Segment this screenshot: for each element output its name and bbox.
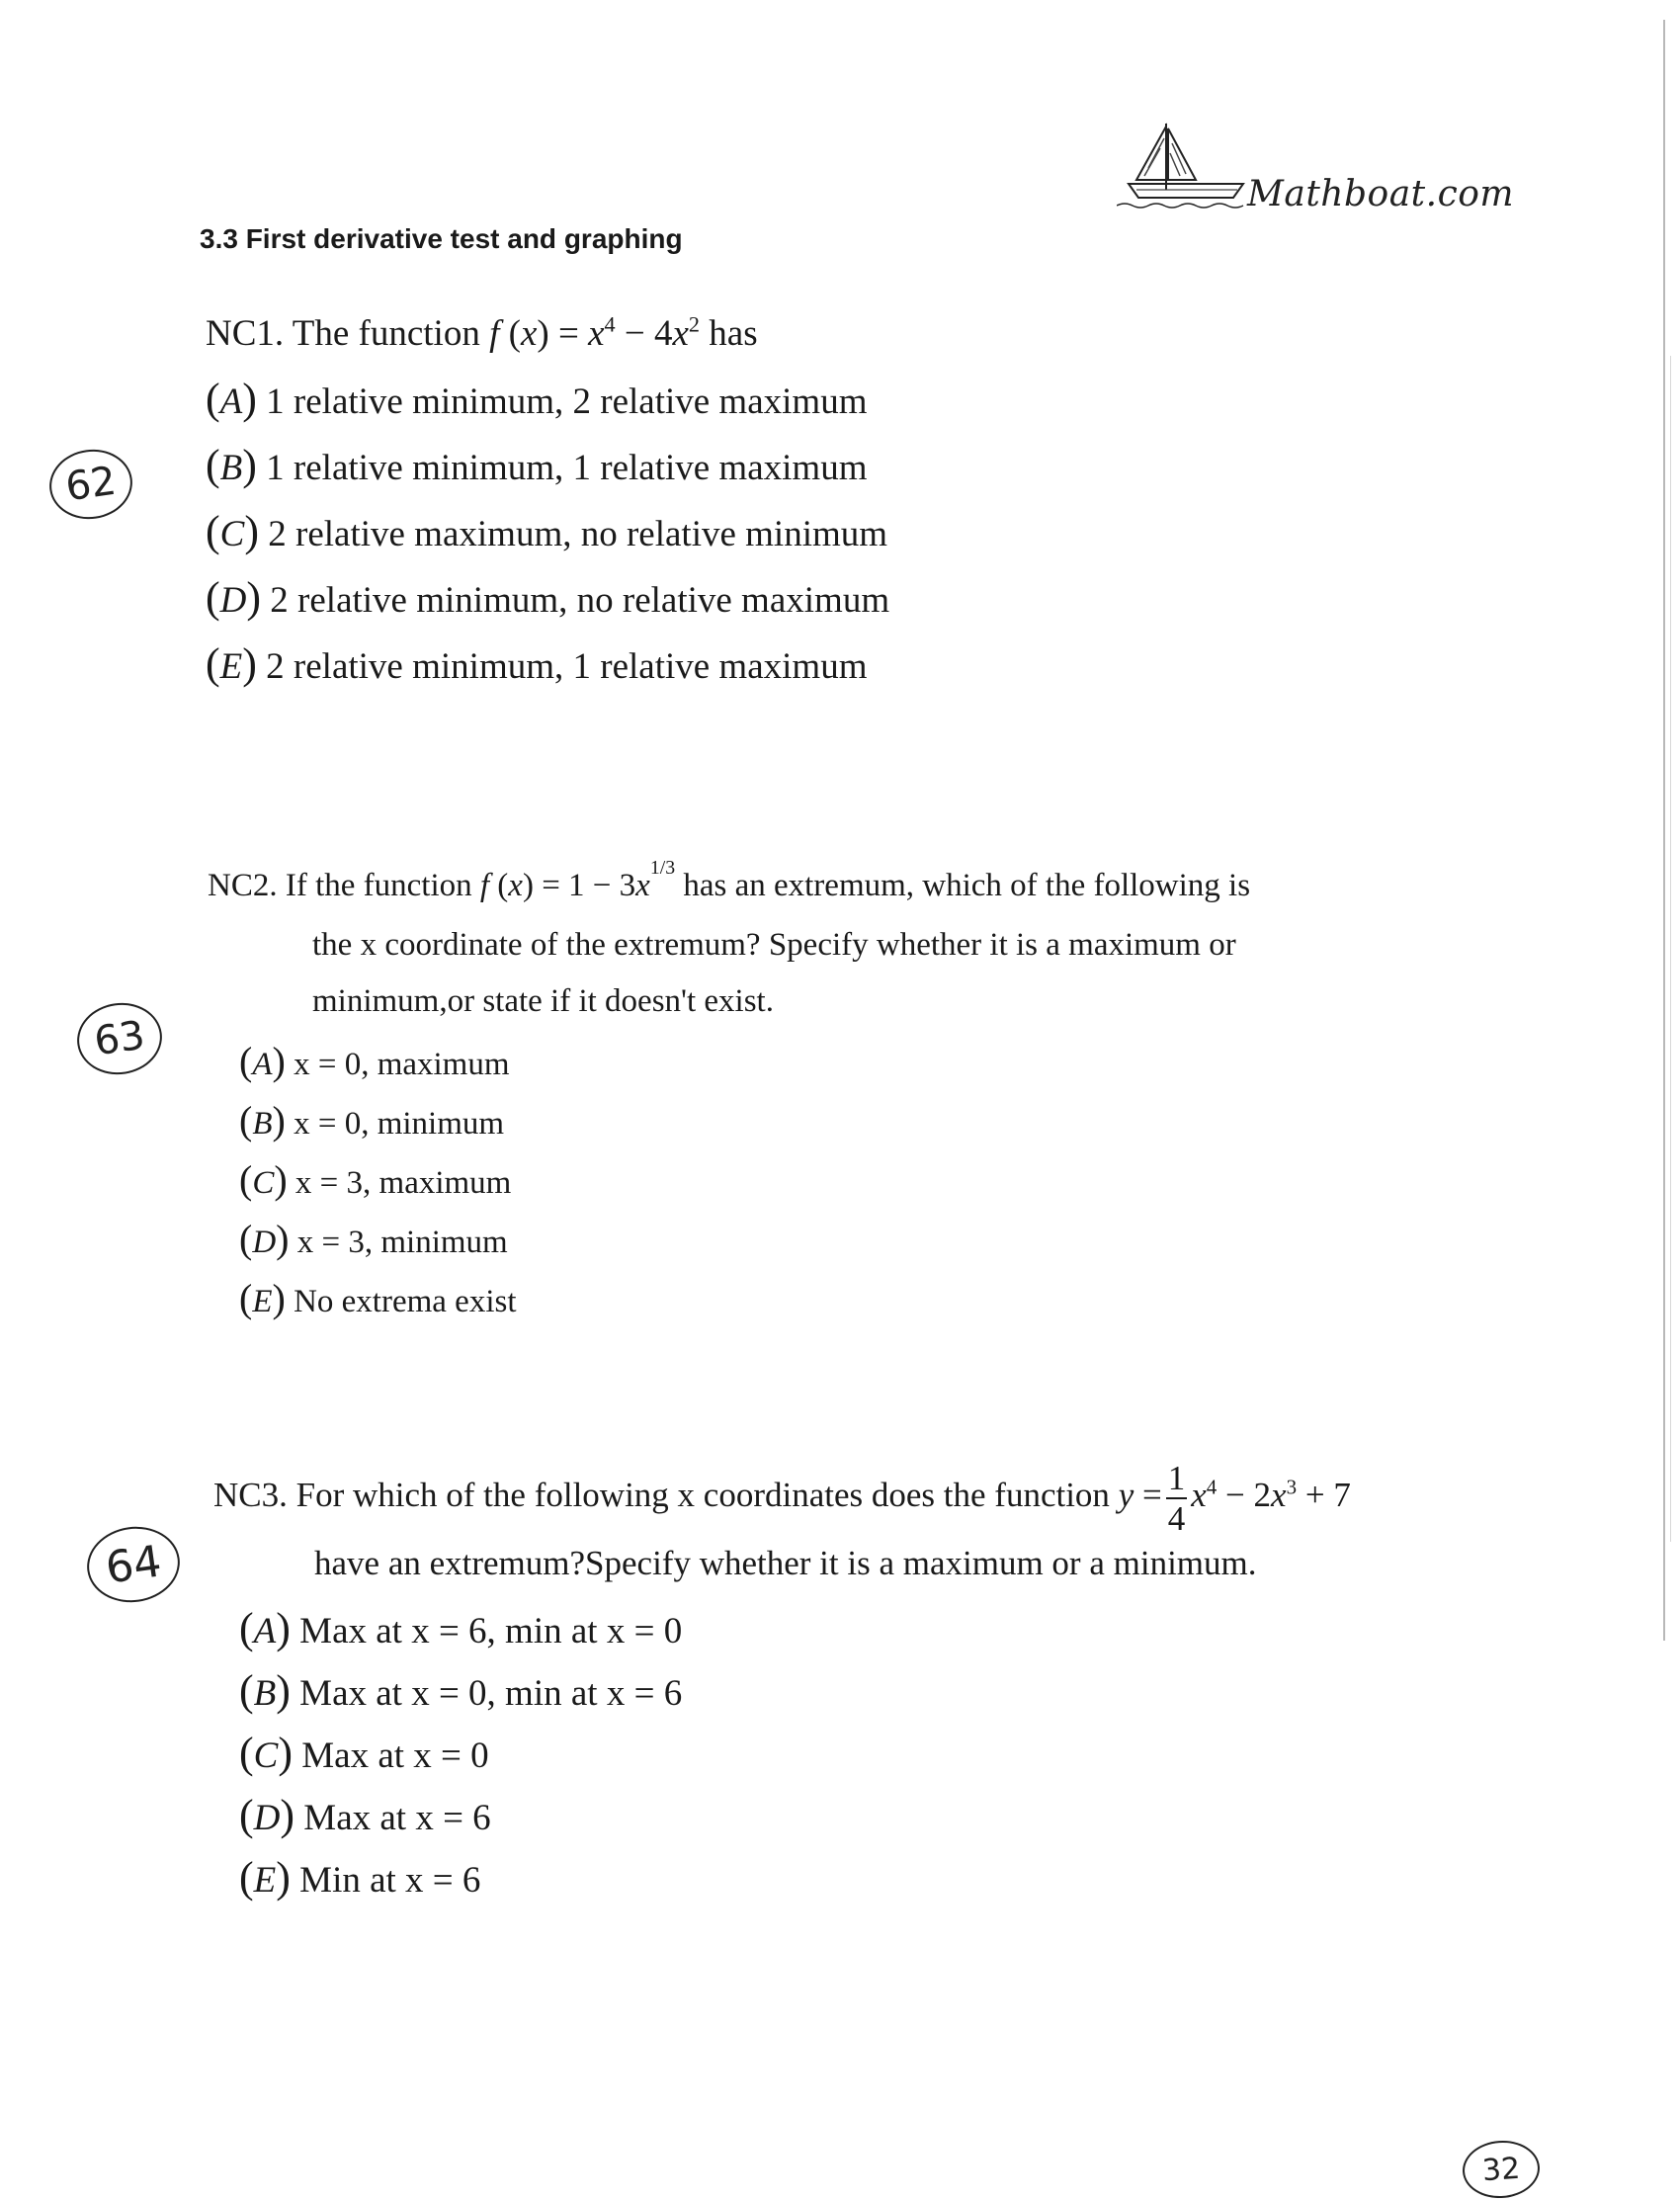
question-2-formula: f $(x) = 1 - 3x^{1/3}$ [479,857,676,903]
question-1-option-e[interactable]: (E) 2 relative minimum, 1 relative maximum [206,639,868,688]
question-2-stem [208,857,1251,904]
question-2-option-e[interactable]: (E) No extrema exist [239,1276,517,1320]
section-title: 3.3 First derivative test and graphing [200,223,683,254]
question-3-option-b[interactable]: (B) Max at x = 0, min at x = 6 [239,1666,683,1715]
question-3-stem-text: For which of the following x coordinates does the function [295,1476,1110,1515]
question-2-stem-text: If the function [285,868,472,903]
question-2-stem-line-3: minimum,or state if it doesn't exist. [312,983,774,1019]
question-2-stem-line-2: the x coordinate of the extremum? Specify whether it is a maximum or [312,927,1236,963]
question-3-stem [213,1461,1351,1536]
question-3-option-a[interactable]: (A) Max at x = 6, min at x = 0 [239,1604,683,1652]
handwritten-question-number-64: 64 [82,1521,185,1608]
question-1-stem-text: The function [292,313,480,354]
question-1-number: NC1. [206,313,285,354]
question-2-option-b[interactable]: (B) x = 0, minimum [239,1098,505,1143]
question-2-option-a[interactable]: (A) x = 0, maximum [239,1039,510,1083]
question-2-number: NC2. [208,868,278,903]
question-2-option-d[interactable]: (D) x = 3, minimum [239,1217,508,1261]
logo-wordmark: Mathboat.com [1247,174,1515,214]
scan-edge-line-faint [1670,356,1671,1542]
question-2-stem-end: has an extremum, which of the following is [683,868,1251,903]
question-2-option-c[interactable]: (C) x = 3, maximum [239,1157,512,1202]
question-3-option-c[interactable]: (C) Max at x = 0 [239,1729,489,1777]
question-3-number: NC3. [213,1476,288,1515]
question-1-stem [206,312,758,355]
question-1-option-d[interactable]: (D) 2 relative minimum, no relative maximum [206,573,890,622]
sailboat-logo-icon [1117,119,1255,217]
question-3-stem-line-2: have an extremum?Specify whether it is a maximum or a minimum. [314,1544,1257,1582]
question-1-option-a[interactable]: (A) 1 relative minimum, 2 relative maximum [206,375,868,423]
question-1-option-b[interactable]: (B) 1 relative minimum, 1 relative maximum [206,441,868,489]
scan-edge-line [1663,20,1665,1641]
handwritten-page-number: 32 [1461,2138,1542,2200]
question-1-stem-end: has [709,313,758,354]
question-3-formula: y = $\frac{1}{4}$ $x^4 - 2x^3 + 7$ [1118,1459,1351,1538]
question-3-option-d[interactable]: (D) Max at x = 6 [239,1791,491,1839]
question-3-option-e[interactable]: (E) Min at x = 6 [239,1853,481,1902]
handwritten-question-number-63: 63 [72,997,166,1079]
question-1-option-c[interactable]: (C) 2 relative maximum, no relative minimum [206,507,888,555]
handwritten-question-number-62: 62 [45,444,137,524]
question-1-formula: f $(x) = x^4 - 4x^2$ [489,311,701,354]
